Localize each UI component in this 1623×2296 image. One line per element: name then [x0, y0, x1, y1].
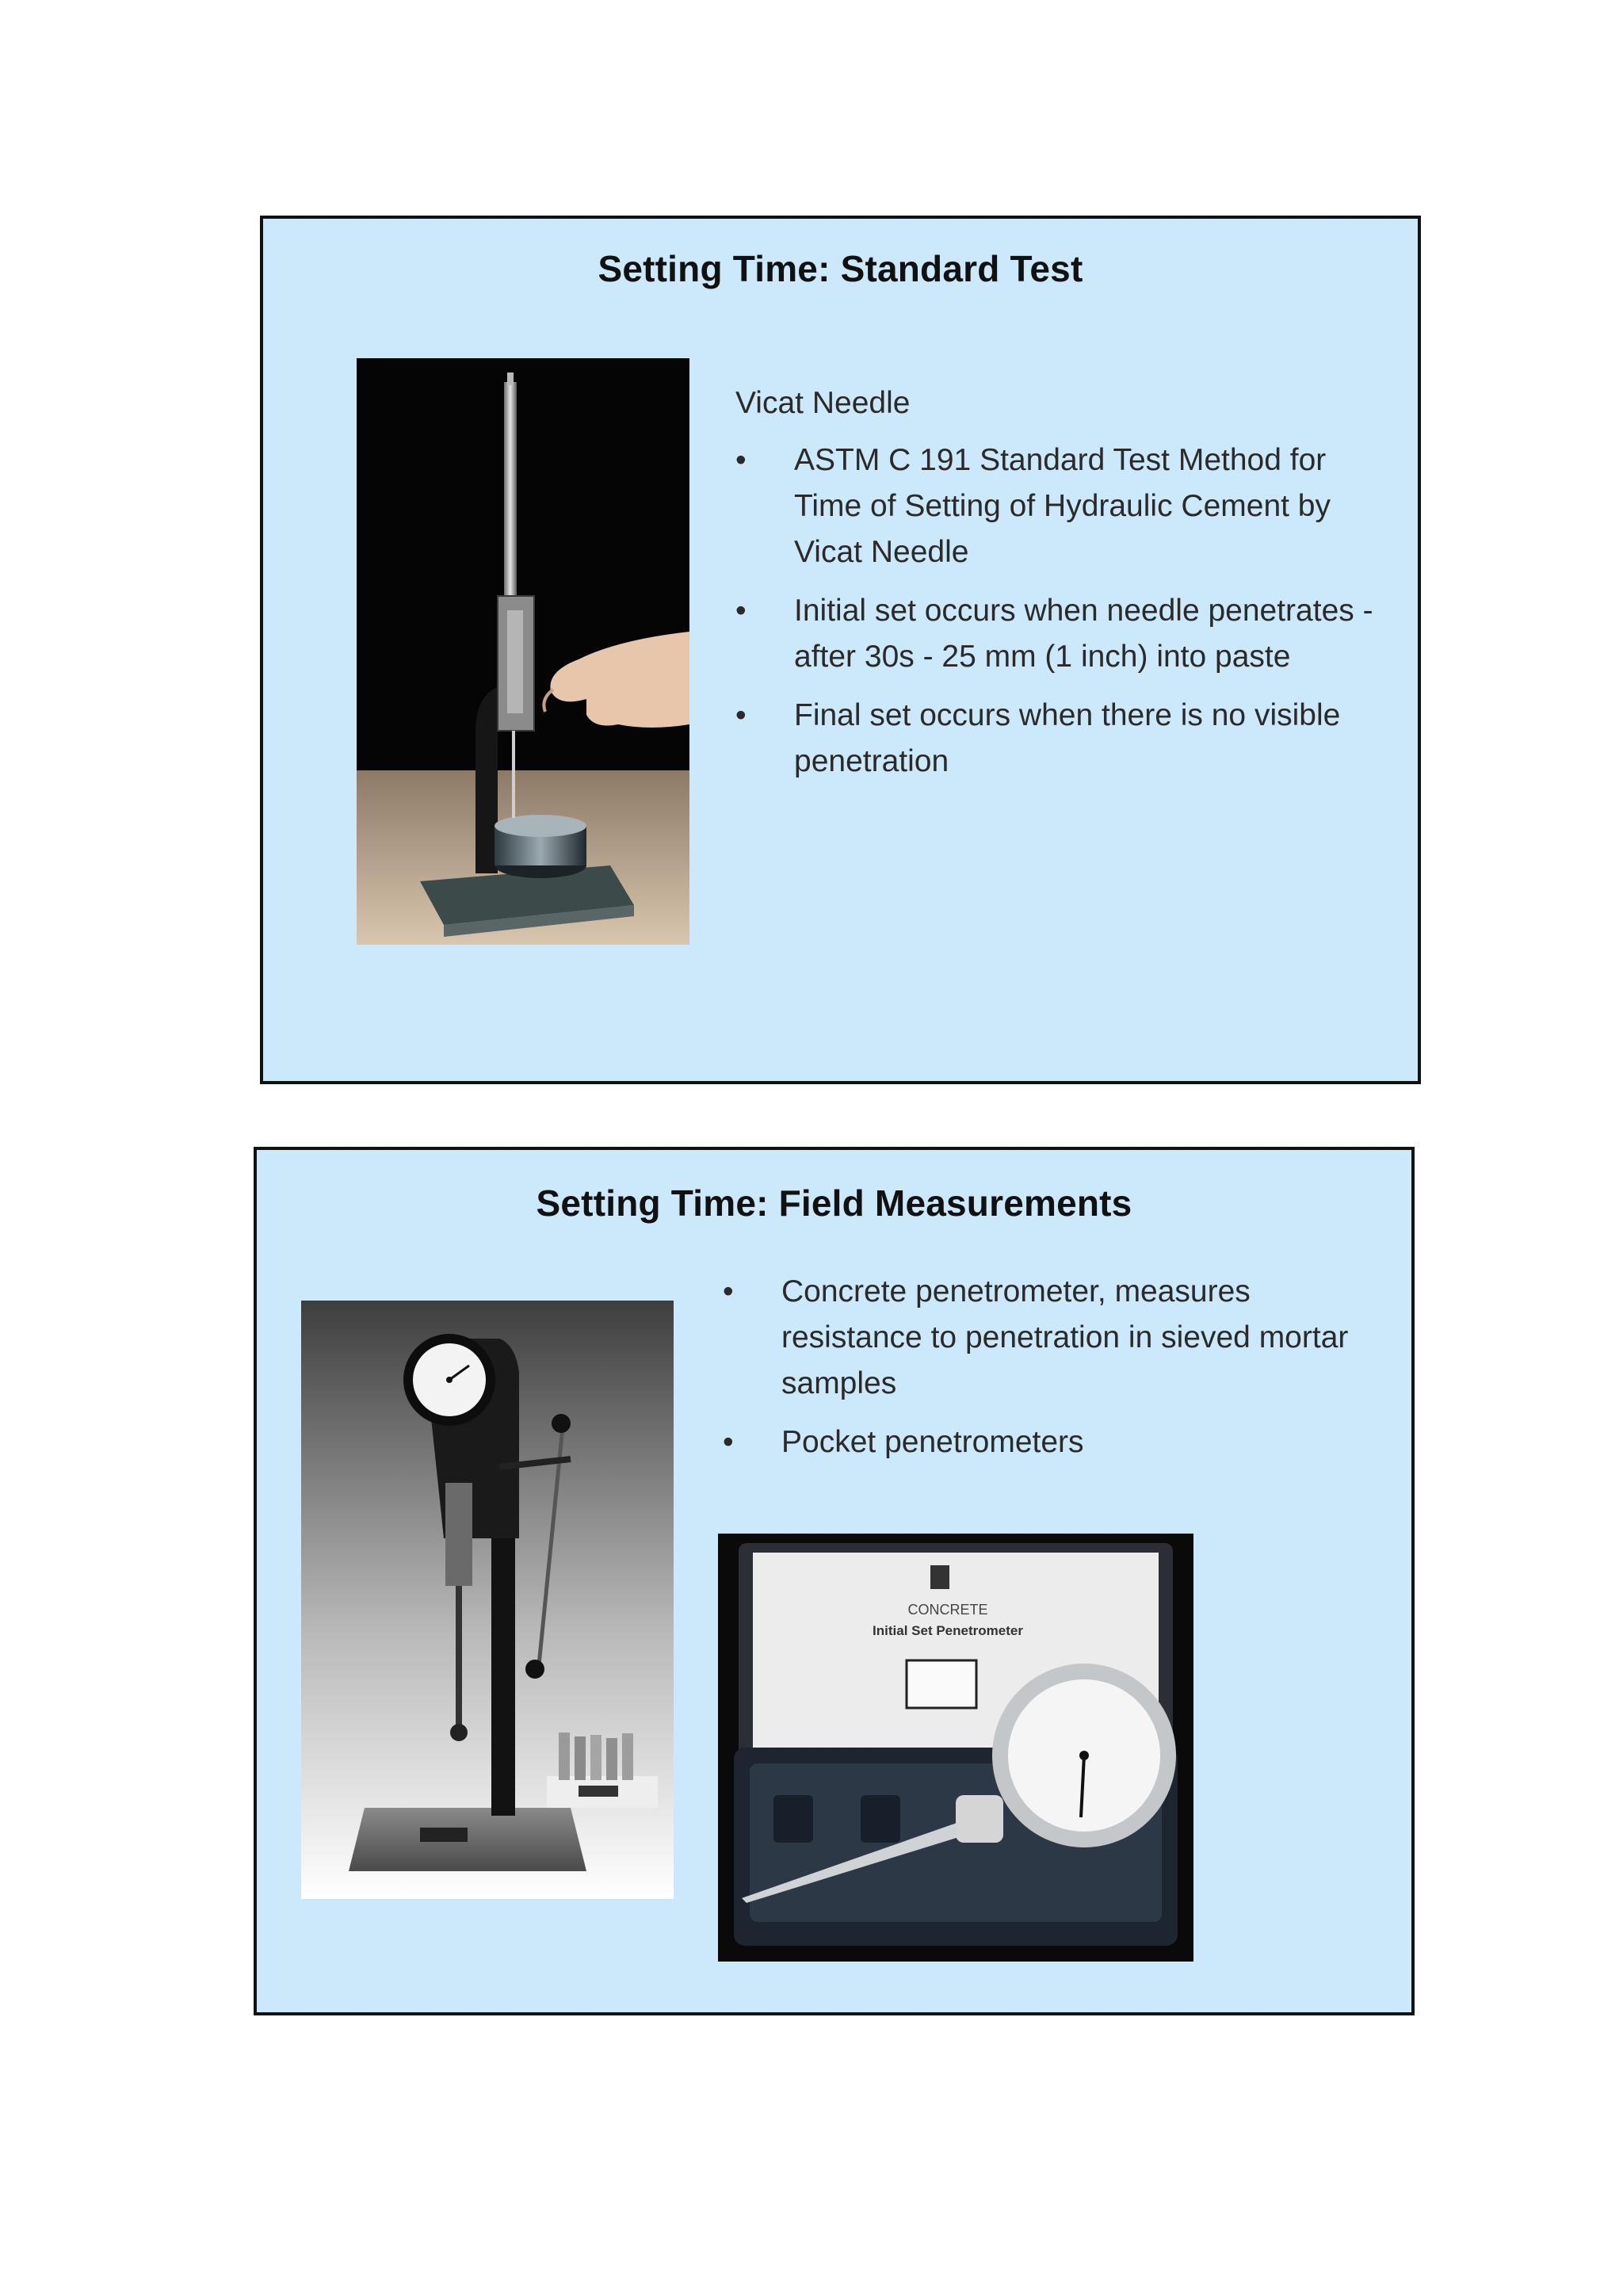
case-label-concrete: CONCRETE — [907, 1602, 988, 1618]
slide-text — [735, 380, 1401, 797]
slide-title: Setting Time: Standard Test — [598, 248, 1083, 289]
vicat-needle-heading: Vicat Needle — [735, 386, 911, 420]
slide-field-measurements — [254, 1147, 1415, 2015]
bullet-text: ASTM C 191 Standard Test Method for Time of Setting of Hydraulic Cement by Vicat Needle — [794, 443, 1331, 569]
concrete-penetrometer-photo — [301, 1301, 674, 1899]
bullet-icon: • — [723, 1425, 734, 1459]
bullet-icon: • — [735, 443, 747, 477]
bullet-icon: • — [723, 1274, 734, 1308]
case-label-subtitle: Initial Set Penetrometer — [873, 1623, 1023, 1638]
bullet-text: Final set occurs when there is no visible penetration — [794, 698, 1341, 778]
list-item — [735, 588, 1401, 680]
list-item — [735, 437, 1401, 575]
vicat-needle-photo — [357, 358, 689, 945]
bullet-icon: • — [735, 594, 747, 628]
list-item — [735, 693, 1401, 785]
bullet-text: Pocket penetrometers — [781, 1425, 1084, 1459]
bullet-icon: • — [735, 698, 747, 732]
slide-text — [723, 1269, 1396, 1478]
pocket-penetrometer-case-photo — [718, 1534, 1193, 1962]
bullet-list — [723, 1269, 1396, 1465]
slide-standard-test — [260, 216, 1421, 1084]
list-item — [723, 1269, 1396, 1407]
bullet-list — [735, 437, 1401, 785]
bullet-text: Concrete penetrometer, measures resistance to penetration in sieved mortar samples — [781, 1274, 1349, 1400]
list-item — [723, 1419, 1396, 1465]
slide-title: Setting Time: Field Measurements — [536, 1182, 1132, 1224]
bullet-text: Initial set occurs when needle penetrates - after 30s - 25 mm (1 inch) into paste — [794, 594, 1373, 674]
